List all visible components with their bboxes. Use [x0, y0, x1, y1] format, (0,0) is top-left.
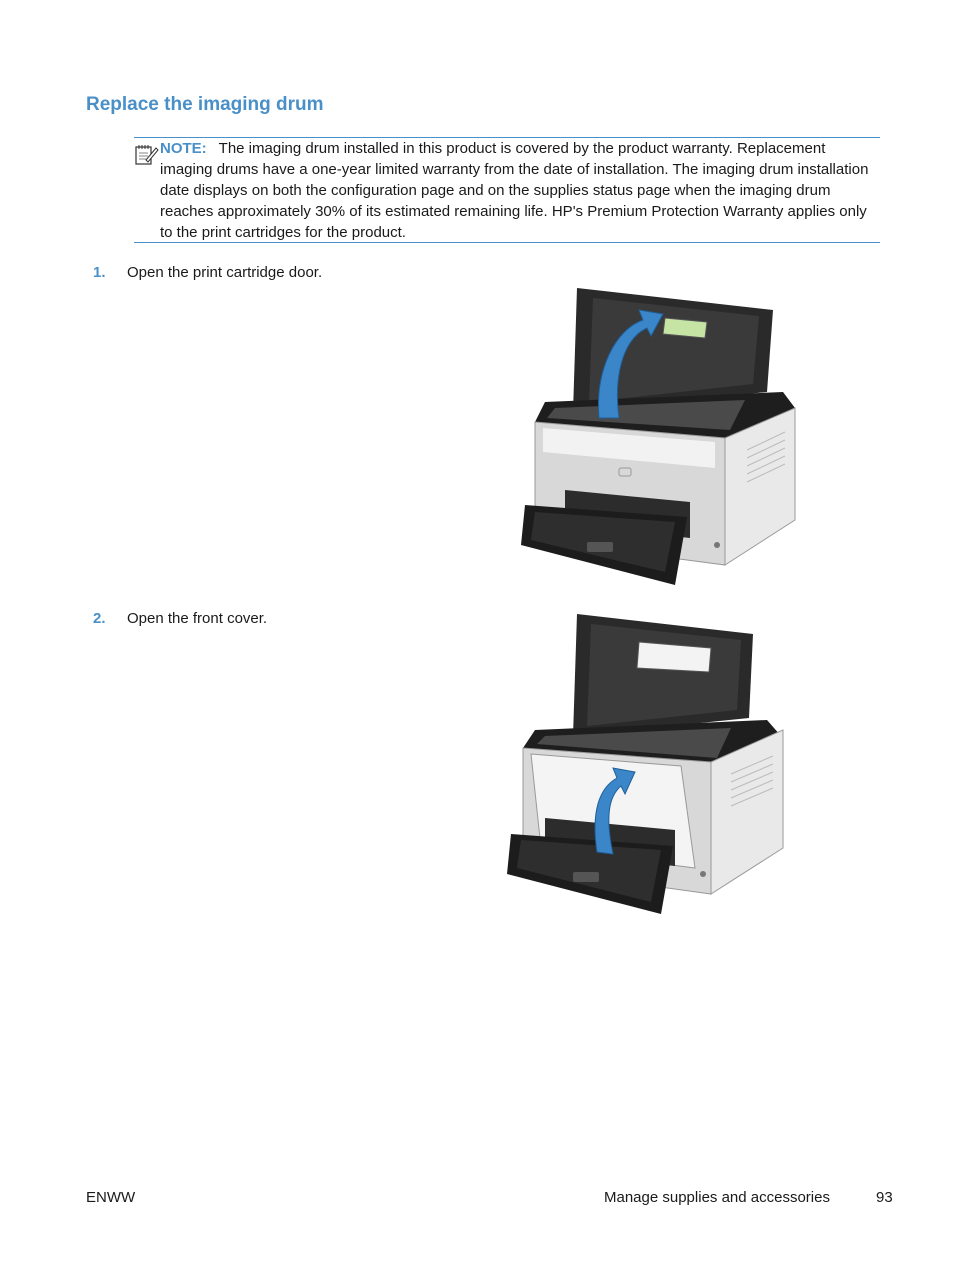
tray-handle — [587, 542, 613, 552]
footer-left: ENWW — [86, 1189, 136, 1206]
footer-page-number: 93 — [876, 1189, 893, 1206]
note-icon — [134, 142, 160, 166]
step-number: 2. — [93, 610, 106, 627]
page-title: Replace the imaging drum — [86, 94, 324, 115]
tray-handle — [573, 872, 599, 882]
step-text: Open the print cartridge door. — [127, 264, 323, 281]
lid-label — [663, 318, 707, 338]
step-2 — [93, 610, 267, 627]
note-label: NOTE: — [160, 140, 207, 157]
printer-cartridge-door-open — [515, 280, 800, 590]
power-button — [714, 542, 720, 548]
printer-front-cover-open — [505, 612, 790, 922]
footer-section: Manage supplies and accessories — [604, 1189, 830, 1206]
step-number: 1. — [93, 264, 106, 281]
step-1 — [93, 264, 322, 281]
step-text: Open the front cover. — [127, 610, 268, 627]
power-button — [700, 871, 706, 877]
note-body: The imaging drum installed in this product is covered by the product warranty. Replacement imaging drums have a one-year limited warranty from the date of installation. The imaging drum installation date displays on both the configuration page and on the supplies status page when the imaging drum reaches approximately 30% of its estimated remaining life. HP's Premium Protection Warranty applies only to the print cartridges for the product. — [160, 140, 869, 241]
note-text — [160, 138, 870, 243]
note-box — [134, 137, 880, 243]
lid-inner — [587, 624, 741, 726]
